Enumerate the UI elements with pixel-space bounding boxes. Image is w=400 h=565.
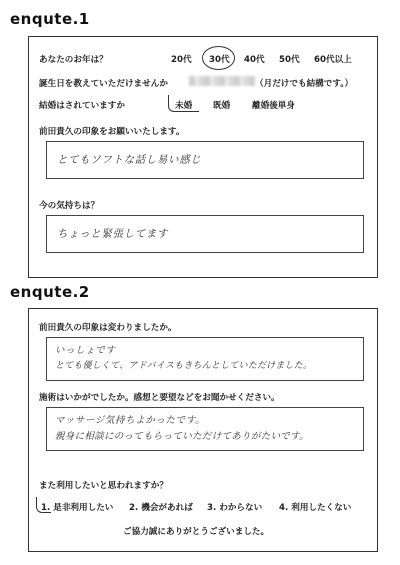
birthday-note: （月だけでも結構です。） [255, 79, 354, 89]
feeling-answer: ちょっと緊張してます [57, 228, 168, 240]
age-option-20[interactable]: 20代 [171, 55, 192, 65]
treatment-answer-line-1: マッサージ気持ちよかったです。 [55, 415, 206, 426]
revisit-option-2[interactable]: 2. 機会があれば [129, 503, 193, 513]
enqute-2-panel [28, 308, 378, 552]
marital-question: 結婚はされていますか [39, 101, 125, 111]
marital-option-divorced[interactable]: 離婚後単身 [252, 101, 295, 111]
treatment-question: 施術はいかがでしたか。感想と要望などをお聞かせください。 [39, 393, 280, 403]
revisit-option-3[interactable]: 3. わからない [207, 503, 263, 513]
marital-option-married[interactable]: 既婚 [213, 101, 231, 111]
thanks-message: ご協力誠にありがとうございました。 [123, 527, 270, 537]
section-title-enqute-2: enqute.2 [10, 283, 90, 301]
treatment-answer-line-2: 親身に相談にのってもらっていただけてありがたいです。 [55, 431, 309, 442]
age-question: あなたのお年は？ [39, 55, 108, 65]
age-option-60-plus[interactable]: 60代以上 [314, 55, 352, 65]
impression-changed-question: 前田貴久の印象は変わりましたか。 [39, 323, 177, 333]
impression-answer: とてもソフトな話し易い感じ [57, 154, 202, 166]
revisit-option-1[interactable]: 1. 是非利用したい [41, 503, 114, 513]
feeling-answer-box[interactable] [46, 215, 364, 253]
section-title-enqute-1: enqute.1 [10, 10, 90, 28]
enqute-1-panel [28, 36, 378, 278]
revisit-question: また利用したいと思われますか？ [39, 481, 168, 491]
feeling-question: 今の気持ちは？ [39, 201, 100, 211]
marital-option-single-check-mark [168, 95, 199, 112]
revisit-option-1-check-mark [36, 497, 51, 513]
impression-answer-box[interactable] [46, 141, 364, 179]
impression-changed-answer-line-2: とても優しくて、アドバイスもきちんとしていただけました。 [55, 361, 313, 371]
marital-option-single[interactable]: 未婚 [175, 101, 193, 111]
age-option-40[interactable]: 40代 [244, 55, 265, 65]
treatment-answer-box[interactable] [46, 407, 364, 451]
age-option-30[interactable]: 30代 [209, 55, 230, 65]
impression-changed-answer-line-1: いっしょです [55, 345, 116, 356]
age-option-30-circle-mark [202, 46, 235, 70]
revisit-option-4[interactable]: 4. 利用したくない [279, 503, 352, 513]
birthday-question: 誕生日を教えていただけませんか [39, 79, 168, 89]
impression-changed-answer-box[interactable] [46, 337, 364, 381]
age-option-50[interactable]: 50代 [279, 55, 300, 65]
impression-question: 前田貴久の印象をお願いいたします。 [39, 127, 185, 137]
birthday-redacted-value [189, 76, 255, 86]
